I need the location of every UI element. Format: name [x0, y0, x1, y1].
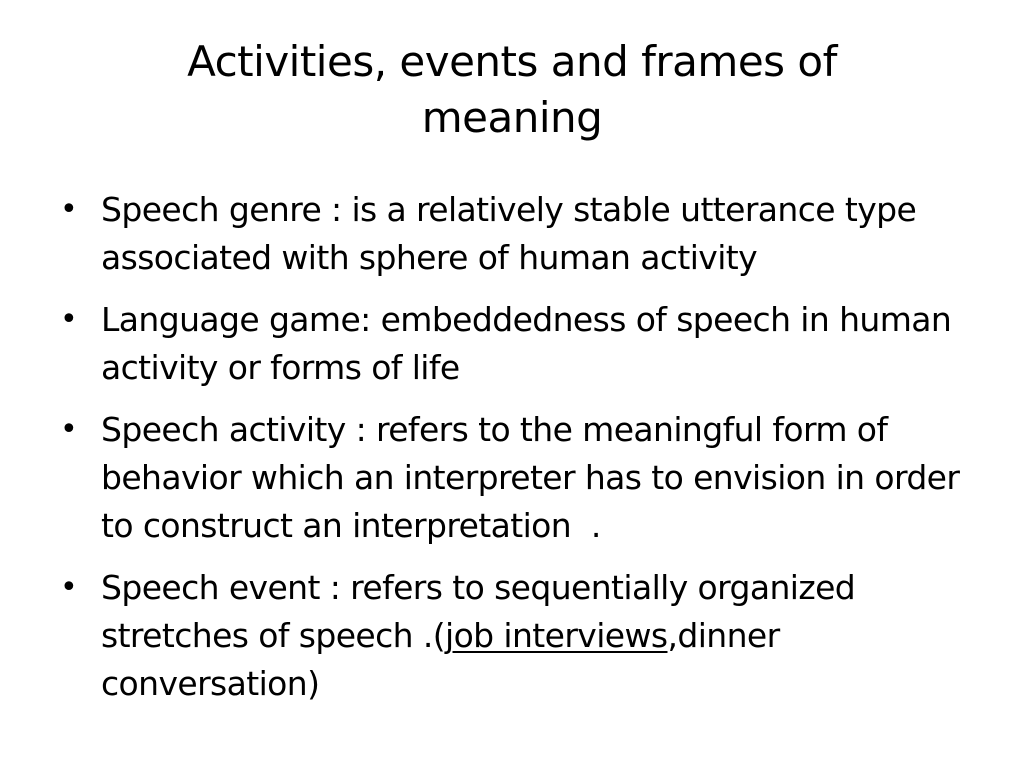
- bullet-list: [56, 186, 986, 722]
- bullet-text: Speech genre : is a relatively stable utterance type associated with sphere of human activity: [101, 190, 917, 277]
- bullet-text-after: ,dinner conversation): [101, 616, 780, 703]
- bullet-dot-icon: •: [60, 412, 78, 447]
- bullet-language-game: [56, 296, 986, 392]
- slide-title: [100, 34, 924, 146]
- bullet-dot-icon: •: [60, 570, 78, 605]
- bullet-dot-icon: •: [60, 192, 78, 227]
- bullet-text-before: Speech event : refers to sequentially organized stretches of speech .(: [101, 568, 856, 655]
- bullet-dot-icon: •: [60, 302, 78, 337]
- bullet-speech-activity: [56, 406, 986, 550]
- title-line-1: Activities, events and frames of: [187, 37, 837, 86]
- bullet-speech-event: [56, 564, 986, 708]
- bullet-speech-genre: [56, 186, 986, 282]
- title-line-2: meaning: [421, 93, 603, 142]
- bullet-text: Speech activity : refers to the meaningful form of behavior which an interpreter has to envision in order to construct an interpretation .: [101, 410, 970, 545]
- underlined-example: job interviews: [445, 616, 668, 655]
- bullet-text: Language game: embeddedness of speech in human activity or forms of life: [101, 300, 952, 387]
